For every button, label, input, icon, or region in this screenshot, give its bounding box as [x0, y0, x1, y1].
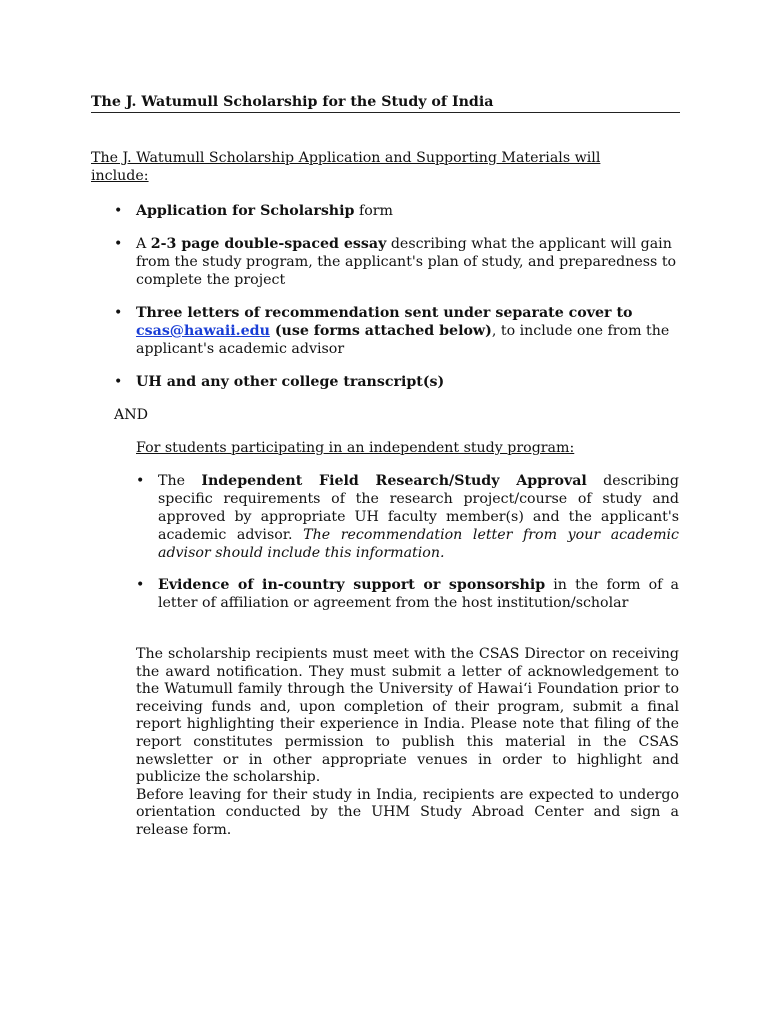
- body-paragraphs: [136, 646, 679, 840]
- and-label: AND: [114, 407, 149, 423]
- item-bold: 2-3 page double-spaced essay: [150, 236, 387, 252]
- item-text: A: [136, 236, 151, 252]
- bullet-icon: •: [114, 203, 123, 219]
- item-text: form: [354, 203, 393, 219]
- intro-text: The J. Watumull Scholarship Application and Supporting Materials will include:: [91, 150, 601, 184]
- bullet-icon: •: [114, 305, 123, 321]
- item-bold: UH and any other college transcript(s): [136, 374, 445, 390]
- bullet-icon: •: [114, 236, 123, 252]
- list-item: [114, 202, 681, 220]
- bullet-icon: •: [114, 374, 123, 390]
- item-text: , to include one from the applicant's academic advisor: [136, 323, 670, 357]
- list-item: [114, 304, 681, 358]
- item-bold: Independent Field Research/Study Approval: [201, 473, 587, 489]
- item-bold: Application for Scholarship: [136, 203, 355, 219]
- sub-heading: For students participating in an independent study program:: [136, 440, 575, 456]
- list-item: [114, 373, 681, 391]
- list-item: [136, 472, 680, 562]
- email-link[interactable]: csas@hawaii.edu: [136, 323, 270, 339]
- bullet-icon: •: [136, 473, 145, 489]
- document-title: The J. Watumull Scholarship for the Study of India: [91, 93, 680, 113]
- item-bold: Evidence of in-country support or sponsorship: [158, 577, 546, 593]
- item-text: in the form of a letter of affiliation or agreement from the host institution/scholar: [158, 577, 679, 611]
- item-bold: Three letters of recommendation sent under separate cover to: [136, 305, 633, 321]
- recipients-paragraph: The scholarship recipients must meet with the CSAS Director on receiving the award notification. They must submit a letter of acknowledgement to the Watumull family through the University of Hawai‘i Foundation prior to receiving funds and, upon completion of their program, submit a final report highlighting their experience in India. Please note that filing of the report constitutes permission to publish this material in the CSAS newsletter or in other appropriate venues in order to highlight and publicize the scholarship.: [136, 646, 679, 786]
- item-text: describing what the applicant will gain from the study program, the applicant's plan of study, and preparedness to complete the project: [136, 236, 677, 288]
- list-item: [114, 235, 681, 289]
- item-text: describing specific requirements of the research project/course of study and approved by appropriate UH faculty member(s) and the applicant's academic advisor.: [158, 473, 679, 543]
- item-text: The: [158, 473, 202, 489]
- item-italic: The recommendation letter from your academic advisor should include this information.: [158, 527, 680, 561]
- bullet-icon: •: [136, 577, 145, 593]
- list-item: [136, 576, 679, 612]
- item-bold: (use forms attached below): [269, 323, 492, 339]
- orientation-paragraph: Before leaving for their study in India, recipients are expected to undergo orientation conducted by the UHM Study Abroad Center and sign a release form.: [136, 786, 679, 838]
